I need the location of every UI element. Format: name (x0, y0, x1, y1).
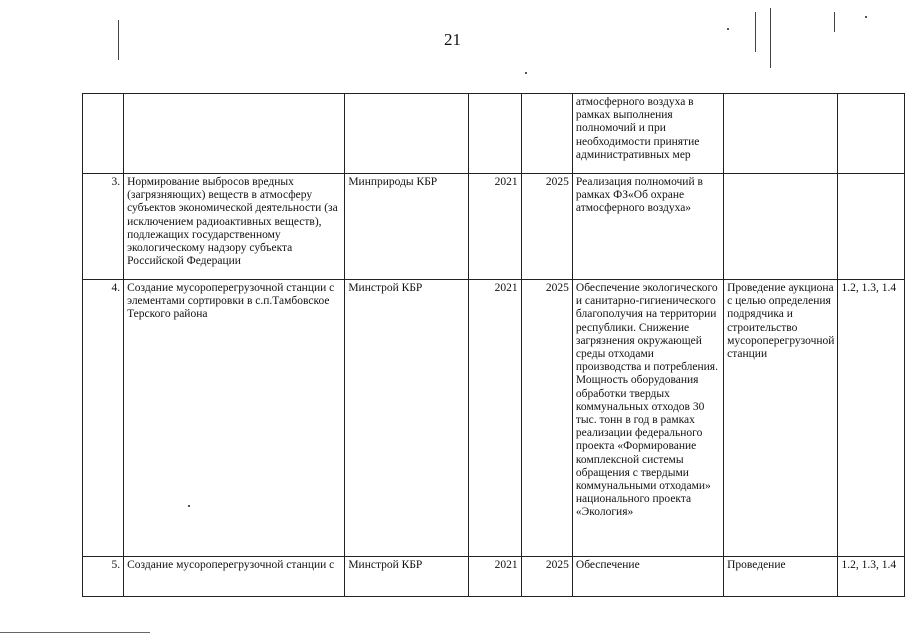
scan-artifact (0, 632, 150, 633)
row-number: 5. (83, 557, 124, 597)
end-year (521, 94, 572, 174)
scan-artifact (865, 16, 867, 18)
expected-result: Обеспечение экологического и санитарно-гигиенического благополучия на территории республики. Снижение загрязнения окружающей среды отходами производства и потребления. Мощность оборудования обработки твердых коммунальных отходов 30 тыс. тонн в год в рамках реализации федерального проекта «Формирование комплексной системы обращения с твердыми коммунальными отходами» национального проекта «Экология» (572, 280, 723, 557)
indicator: Проведение аукциона с целью определения подрядчика и строительство мусороперегрузочной станции (724, 280, 838, 557)
scan-artifact (188, 505, 190, 507)
table-row (83, 557, 905, 597)
row-number: 3. (83, 174, 124, 280)
start-year: 2021 (468, 280, 521, 557)
table-row (83, 174, 905, 280)
end-year: 2025 (521, 557, 572, 597)
measure-name: Создание мусороперегрузочной станции с элементами сортировки в с.п.Тамбовское Терского района (124, 280, 345, 557)
expected-result: Обеспечение (572, 557, 723, 597)
indicator (724, 174, 838, 280)
row-number: 4. (83, 280, 124, 557)
measure-name: Нормирование выбросов вредных (загрязняющих) веществ в атмосферу субъектов экономической деятельности (за исключением радиоактивных веществ), подлежащих государственному экологическому надзору субъекта Российской Федерации (124, 174, 345, 280)
row-number (83, 94, 124, 174)
measures-table (82, 93, 905, 597)
scan-artifact (118, 20, 119, 60)
linked-indicators: 1.2, 1.3, 1.4 (838, 280, 905, 557)
table-row (83, 94, 905, 174)
executor: Минстрой КБР (345, 557, 468, 597)
end-year: 2025 (521, 280, 572, 557)
scan-artifact (755, 12, 756, 52)
scan-artifact (834, 12, 835, 32)
linked-indicators (838, 174, 905, 280)
indicator (724, 94, 838, 174)
measure-name (124, 94, 345, 174)
expected-result: Реализация полномочий в рамках ФЗ«Об охране атмосферного воздуха» (572, 174, 723, 280)
indicator: Проведение (724, 557, 838, 597)
start-year (468, 94, 521, 174)
page-number: 21 (444, 30, 461, 49)
expected-result: атмосферного воздуха в рамках выполнения полномочий и при необходимости принятие административных мер (572, 94, 723, 174)
executor: Минстрой КБР (345, 280, 468, 557)
start-year: 2021 (468, 557, 521, 597)
linked-indicators: 1.2, 1.3, 1.4 (838, 557, 905, 597)
measure-name: Создание мусороперегрузочной станции с (124, 557, 345, 597)
scan-artifact (770, 8, 771, 68)
end-year: 2025 (521, 174, 572, 280)
scan-artifact (727, 28, 729, 30)
table-row (83, 280, 905, 557)
executor: Минприроды КБР (345, 174, 468, 280)
start-year: 2021 (468, 174, 521, 280)
scan-artifact (525, 72, 527, 74)
linked-indicators (838, 94, 905, 174)
executor (345, 94, 468, 174)
